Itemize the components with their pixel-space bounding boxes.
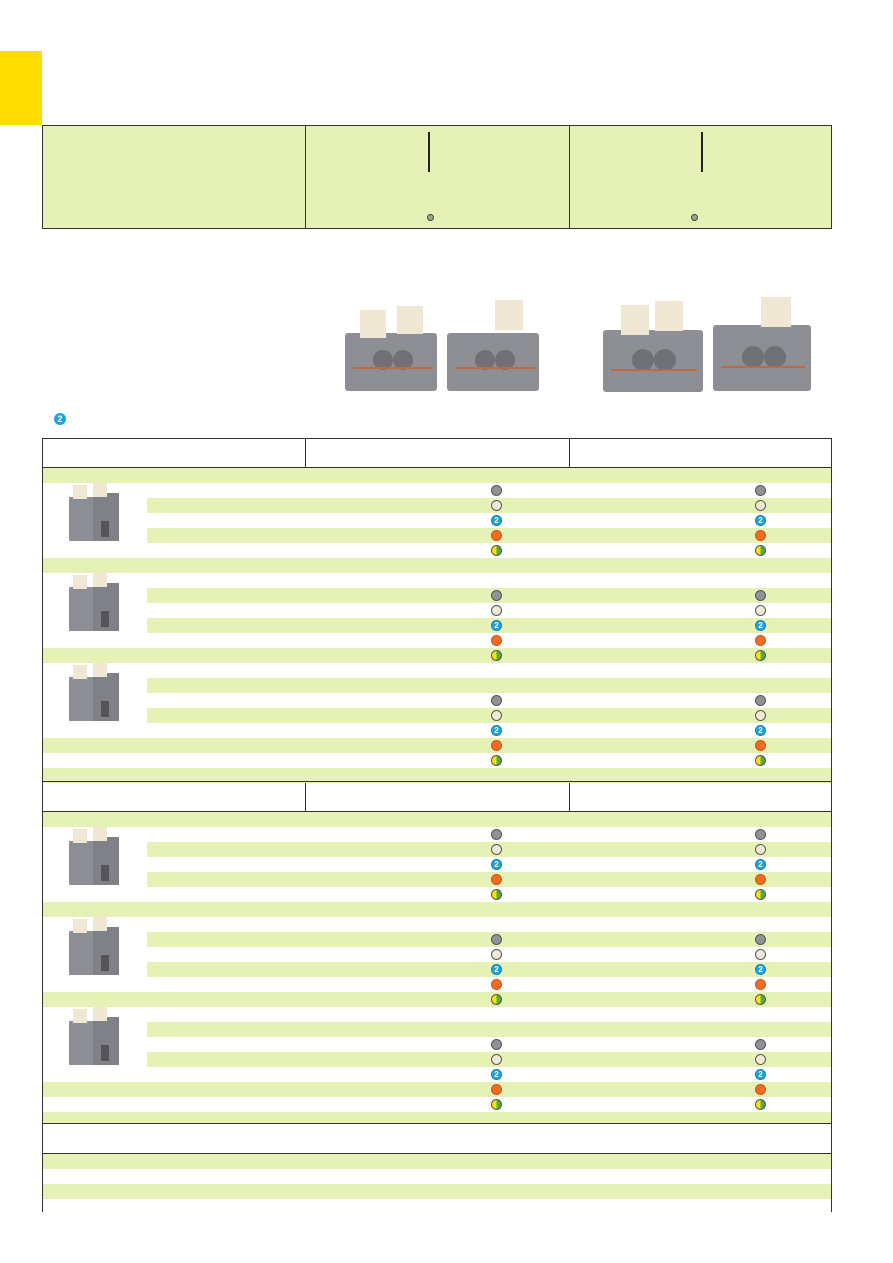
- product-photo-small: [345, 298, 545, 398]
- table-row: [43, 1199, 831, 1214]
- table-row: [43, 468, 831, 483]
- blue-color-dot: 2: [755, 620, 766, 631]
- table-row: [43, 693, 831, 708]
- orange-color-dot: [491, 874, 502, 885]
- terminal-block-thumbnail: [63, 917, 127, 981]
- table-row: [43, 1169, 831, 1184]
- table-row: [43, 633, 831, 648]
- yellow-green-color-dot: [755, 889, 766, 900]
- yellow-green-color-dot: [755, 650, 766, 661]
- table-row: [43, 738, 831, 753]
- table-row: [43, 1052, 831, 1067]
- table-row: [43, 1154, 831, 1169]
- grey-color-dot: [491, 829, 502, 840]
- orange-color-dot: [755, 635, 766, 646]
- table-row: [43, 1022, 831, 1037]
- yellow-green-color-dot: [755, 755, 766, 766]
- blue-color-dot: 2: [491, 1069, 502, 1080]
- orange-color-dot: [755, 979, 766, 990]
- table-row: [43, 588, 831, 603]
- beige-color-dot: [755, 949, 766, 960]
- grey-color-dot: [491, 934, 502, 945]
- table-row: [43, 573, 831, 588]
- table-row: [43, 1067, 831, 1082]
- orange-color-dot: [491, 530, 502, 541]
- terminal-block-thumbnail: [63, 483, 127, 547]
- beige-color-dot: [491, 605, 502, 616]
- orange-color-dot: [755, 740, 766, 751]
- grey-color-dot: [491, 1039, 502, 1050]
- grey-color-dot: [755, 1039, 766, 1050]
- terminal-block-thumbnail: [63, 573, 127, 637]
- blue-color-dot: 2: [755, 964, 766, 975]
- dimension-line-1: [428, 132, 430, 172]
- table-row: [43, 498, 831, 513]
- table-row: [43, 977, 831, 992]
- yellow-green-color-dot: [755, 994, 766, 1005]
- beige-color-dot: [491, 710, 502, 721]
- yellow-green-color-dot: [755, 545, 766, 556]
- table-row: [43, 723, 831, 738]
- section-border: [43, 781, 831, 782]
- accessories-header: [43, 1124, 831, 1153]
- terminal-block-thumbnail: [63, 827, 127, 891]
- table-row: [43, 1037, 831, 1052]
- table-row: [43, 603, 831, 618]
- table-row: [43, 872, 831, 887]
- table-row: [43, 902, 831, 917]
- orange-color-dot: [755, 1084, 766, 1095]
- blue-color-dot: 2: [491, 964, 502, 975]
- blue-color-dot: 2: [755, 725, 766, 736]
- beige-color-dot: [755, 1054, 766, 1065]
- grey-color-dot: [491, 485, 502, 496]
- yellow-green-color-dot: [755, 1099, 766, 1110]
- beige-color-dot: [755, 710, 766, 721]
- terminal-block-thumbnail: [63, 1007, 127, 1071]
- product-photo-large: [603, 295, 813, 398]
- table-row: [43, 1007, 831, 1022]
- table-row: [43, 618, 831, 633]
- orange-color-dot: [491, 740, 502, 751]
- grey-color-dot: [755, 590, 766, 601]
- beige-color-dot: [491, 844, 502, 855]
- grey-color-dot: [491, 695, 502, 706]
- circle-2-icon: 2: [54, 413, 66, 425]
- beige-color-dot: [755, 500, 766, 511]
- orange-color-dot: [491, 979, 502, 990]
- blue-color-dot: 2: [755, 515, 766, 526]
- yellow-green-color-dot: [491, 889, 502, 900]
- table-row: [43, 708, 831, 723]
- blue-color-dot: 2: [755, 859, 766, 870]
- dimension-line-2: [701, 132, 703, 172]
- beige-color-dot: [755, 844, 766, 855]
- beige-color-dot: [491, 1054, 502, 1065]
- table-row: [43, 483, 831, 498]
- table-row: [43, 827, 831, 842]
- table-row: [43, 528, 831, 543]
- screw-icon: [691, 214, 698, 221]
- grey-color-dot: [491, 590, 502, 601]
- table-row: [43, 992, 831, 1007]
- table-row: [43, 513, 831, 528]
- yellow-green-color-dot: [491, 545, 502, 556]
- blue-color-dot: 2: [491, 859, 502, 870]
- table-row: [43, 648, 831, 663]
- table-row: [43, 932, 831, 947]
- header-divider-1: [305, 126, 306, 228]
- table-row: [43, 753, 831, 768]
- blue-color-dot: 2: [755, 1069, 766, 1080]
- yellow-green-color-dot: [491, 650, 502, 661]
- beige-color-dot: [755, 605, 766, 616]
- table-row: [43, 543, 831, 558]
- header-table: [42, 125, 832, 229]
- table-row: [43, 887, 831, 902]
- table-row: [43, 663, 831, 678]
- product-table: [42, 438, 832, 1212]
- table-row: [43, 1097, 831, 1112]
- terminal-block-thumbnail: [63, 663, 127, 727]
- yellow-green-color-dot: [491, 755, 502, 766]
- orange-color-dot: [755, 530, 766, 541]
- grey-color-dot: [755, 695, 766, 706]
- blue-color-dot: 2: [491, 620, 502, 631]
- table-row: [43, 1082, 831, 1097]
- orange-color-dot: [491, 635, 502, 646]
- yellow-green-color-dot: [491, 1099, 502, 1110]
- section-color-tab: [0, 51, 42, 125]
- blue-color-dot: 2: [491, 515, 502, 526]
- header-divider-2: [569, 126, 570, 228]
- grey-color-dot: [755, 934, 766, 945]
- yellow-green-color-dot: [491, 994, 502, 1005]
- table-row: [43, 812, 831, 827]
- blue-color-dot: 2: [491, 725, 502, 736]
- table-row: [43, 917, 831, 932]
- screw-icon: [427, 214, 434, 221]
- table-row: [43, 857, 831, 872]
- table-row: [43, 1184, 831, 1199]
- table-row: [43, 842, 831, 857]
- orange-color-dot: [491, 1084, 502, 1095]
- grey-color-dot: [755, 829, 766, 840]
- orange-color-dot: [755, 874, 766, 885]
- beige-color-dot: [491, 949, 502, 960]
- table-row: [43, 558, 831, 573]
- table-row: [43, 962, 831, 977]
- table-row: [43, 947, 831, 962]
- table-row: [43, 678, 831, 693]
- beige-color-dot: [491, 500, 502, 511]
- grey-color-dot: [755, 485, 766, 496]
